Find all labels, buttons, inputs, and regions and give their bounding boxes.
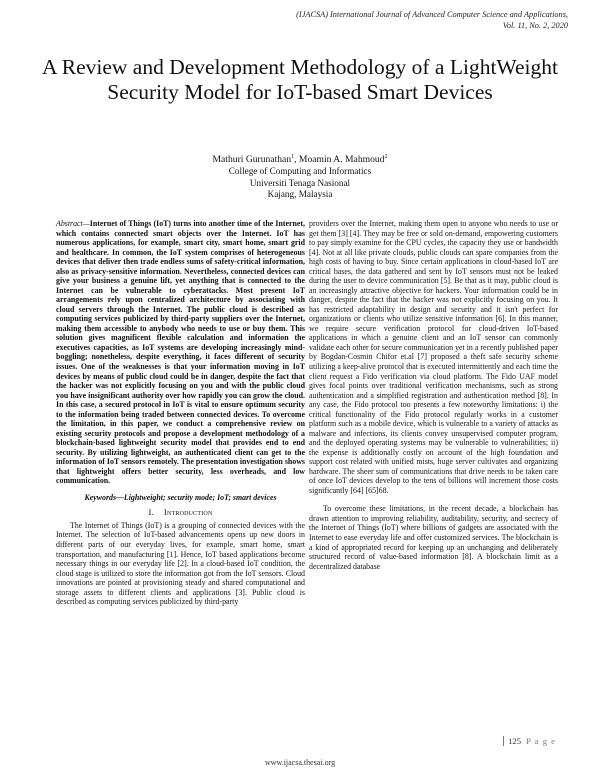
page-number-value: 125 <box>508 736 521 746</box>
abstract-text: Internet of Things (IoT) turns into another time of the Internet, which contains connected smart objects over the Internet. IoT has numerous applications, for example, smart city, smart home, smart grid and healthcare. In common, the IoT system comprises of heterogeneous devices that deliver then trade endless sums of safety-critical information, also as privacy-sensitive information. Nevertheless, connected devices can give your business a genuine lift, yet anything that is connected to the Internet can be vulnerable to cyberattacks. Most present IoT arrangements rely upon centralized architecture by associating with cloud servers through the Internet. The public cloud is described as computing services publicized by third-party suppliers over the Internet, making them accessible to anybody who needs to use or buy them. This solution gives magnificent flexible calculation and information the executives capacities, as IoT systems are developing increasingly mind-boggling; nonetheless, despite everything, it faces different of security issues. One of the weaknesses is that your information moving in IoT devices by means of public cloud could be in danger, despite the fact that the hacker was not explicitly focusing on you and with the public cloud you have insignificant authority over how rapidly you can grow the cloud. In this case, a secured protocol in IoT is vital to ensure optimum security to the information being traded between connected devices. To overcome the limitation, in this paper, we conduct a comprehensive review on existing security protocols and propose a development methodology of a blockchain-based lightweight security model that provides end to end security. By utilizing lightweight, an authenticated client can get to the information of IoT sensors remotely. The presentation investigation shows that lightweight offers better security, less overheads, and low communication. <box>56 219 305 486</box>
abstract-label: Abstract— <box>56 219 90 228</box>
section-heading-introduction <box>56 508 305 518</box>
journal-volume: Vol. 11, No. 2, 2020 <box>502 21 568 30</box>
intro-paragraph-1: The Internet of Things (IoT) is a grouping of connected devices with the Internet. The selection of IoT-based advancements opens up new doors in different parts of our everyday lives, for example, smart home, smart transportation, and manufacturing [1]. Hence, IoT based applications become necessary things in our everyday life [2]. In a cloud-based IoT condition, the cloud stage is utilized to store the information got from the IoT sensors. Cloud innovations are pointed at provisioning steady and shared computational and storage assets to different clients and applications [3]. Public cloud is described as computing services publicized by third-party <box>56 520 305 607</box>
keywords: Keywords—Lightweight; security mode; IoT; smart devices <box>84 492 277 502</box>
journal-name: (IJACSA) International Journal of Advanced Computer Science and Applications, <box>296 10 568 19</box>
body-paragraph-blockchain: To overcome these limitations, in the recent decade, a blockchain has drawn attention to improving reliability, auditability, security, and secrecy of the Internet of Things (IoT) where billions of gadgets are associated with the Internet to ease everyday life and offer customized services. The blockchain is a kind of appropriated record for keeping up an unchanging and deliberately structured record of value-based information [8]. A blockchain limit as a decentralized database <box>309 504 558 571</box>
author-1: Mathuri Gurunathan <box>212 154 292 166</box>
body-paragraph-continued: providers over the Internet, making them open to anyone who needs to use or get them [3] [4]. They may be free or sold on-demand, empowering customers to pay simply examine for the CPU cycles, the capacity they use or bandwidth [4]. Not at all like private clouds, public clouds can spare companies from the high costs of having to buy. Since certain applications in cloud-based IoT are critical bases, the data gathered and sent by IoT sensors must not be leaked during the user to device communication [5]. Be that as it may, public cloud is an increasingly attractive objective for hackers. Your information could be in danger, despite the fact that the hacker was not explicitly focusing on you. It has restricted adaptability in design and security and it isn't perfect for organizations or clients who utilize sensitive information [6]. In this manner, we require secure verification protocol for cloud-driven IoT-based applications in which a genuine client and an IoT sensor can commonly validate each other for secure communication yet in a recently published paper by Bogdan-Cosmin Chifor et.al [7] proposed a theft safe security scheme utilizing a keep-alive protocol that is executed intermittently and each time the client request a Fido verification via cloud platform. The Fido UAF model gives focal points over traditional verification mechanisms, such as strong authentication and a simplified registration and authentication method [8]. In any case, the Fido protocol too presents a few noteworthy limitations: i) the critical functionality of the Fido protocol regularly works in a customer platform such as a mobile device, which is vulnerable to a variety of attacks as malware and infections, its clients convey unsupervised computer program, and the deployed operating systems may be vulnerable to vulnerabilities; ii) the expense is additionally costly on account of the high foundation and support cost related with unified mists, huge server cultivates and organizing hardware. The sheer sum of communications that drive needs to be taken care of once IoT devices develop to the tens of billions will increment those costs significantly [64] [65]68. <box>309 219 558 495</box>
affiliation-location: Kajang, Malaysia <box>267 189 333 199</box>
page-number <box>503 736 556 746</box>
author-2: Moamin A. Mahmoud <box>298 154 385 166</box>
author-1-sup: 1 <box>291 154 295 160</box>
paper-title: A Review and Development Methodology of a LightWeight Security Model for IoT-based Smart Devices <box>42 55 558 104</box>
section-title: Introduction <box>163 507 213 518</box>
author-names <box>40 151 560 166</box>
author-2-sup: 2 <box>384 154 388 160</box>
journal-header <box>188 9 568 31</box>
right-column <box>309 219 558 571</box>
author-separator: , <box>294 154 299 166</box>
page-label: P a g e <box>526 736 556 746</box>
affiliation-university: Universiti Tenaga Nasional <box>249 177 351 188</box>
footer-url[interactable]: www.ijacsa.thesai.org <box>264 758 336 767</box>
author-block <box>40 151 560 200</box>
left-column <box>56 219 305 607</box>
abstract <box>56 219 305 486</box>
affiliation-college: College of Computing and Informatics <box>228 166 372 177</box>
section-number: I. <box>148 507 154 518</box>
